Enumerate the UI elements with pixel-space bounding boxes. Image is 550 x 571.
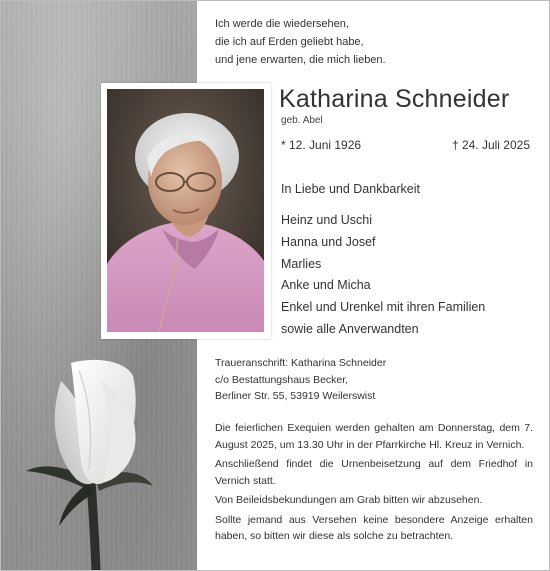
mourner: Marlies xyxy=(281,256,322,271)
portrait-photo xyxy=(107,89,264,332)
mourner: sowie alle Anverwandten xyxy=(281,321,419,336)
mourner: Heinz und Uschi xyxy=(281,213,373,227)
notice-paragraph: Von Beileidsbekundungen am Grab bitten wir abzusehen. xyxy=(215,494,483,506)
notice-paragraph: Sollte jemand aus Versehen keine besondere Anzeige erhalten haben, so bitten wir diese als solche zu betrachten. xyxy=(215,513,533,542)
poem-line: Ich werde die wiedersehen, xyxy=(215,18,349,30)
mourner: Hanna und Josef xyxy=(281,234,376,249)
portrait-frame xyxy=(101,83,271,339)
notice-paragraph: Anschließend findet die Urnenbeisetzung auf dem Friedhof in Vernich statt. xyxy=(215,458,533,487)
dedication: In Liebe und Dankbarkeit xyxy=(281,182,420,196)
mourner: Anke und Micha xyxy=(281,278,371,293)
white-rose-icon xyxy=(1,341,197,571)
death-date: † 24. Juli 2025 xyxy=(451,138,530,152)
poem-line: und jene erwarten, die mich lieben. xyxy=(215,54,386,66)
mourner: Enkel und Urenkel mit ihren Familien xyxy=(281,300,486,315)
mourners-list xyxy=(281,210,485,341)
poem xyxy=(215,15,535,69)
birth-name: geb. Abel xyxy=(281,115,323,126)
address-line: Traueranschrift: Katharina Schneider xyxy=(215,357,387,369)
deceased-name: Katharina Schneider xyxy=(279,85,510,113)
birth-date: * 12. Juni 1926 xyxy=(281,138,362,152)
poem-line: die ich auf Erden geliebt habe, xyxy=(215,36,364,48)
funeral-notice xyxy=(215,420,533,548)
notice-paragraph: Die feierlichen Exequien werden gehalten am Donnerstag, dem 7. August 2025, um 13.30 Uhr in der Pfarrkirche Hl. Kreuz in Vernich. xyxy=(215,422,533,451)
mourning-address xyxy=(215,355,386,405)
address-line: Berliner Str. 55, 53919 Weilerswist xyxy=(215,390,376,402)
address-line: c/o Bestattungshaus Becker, xyxy=(215,373,349,386)
